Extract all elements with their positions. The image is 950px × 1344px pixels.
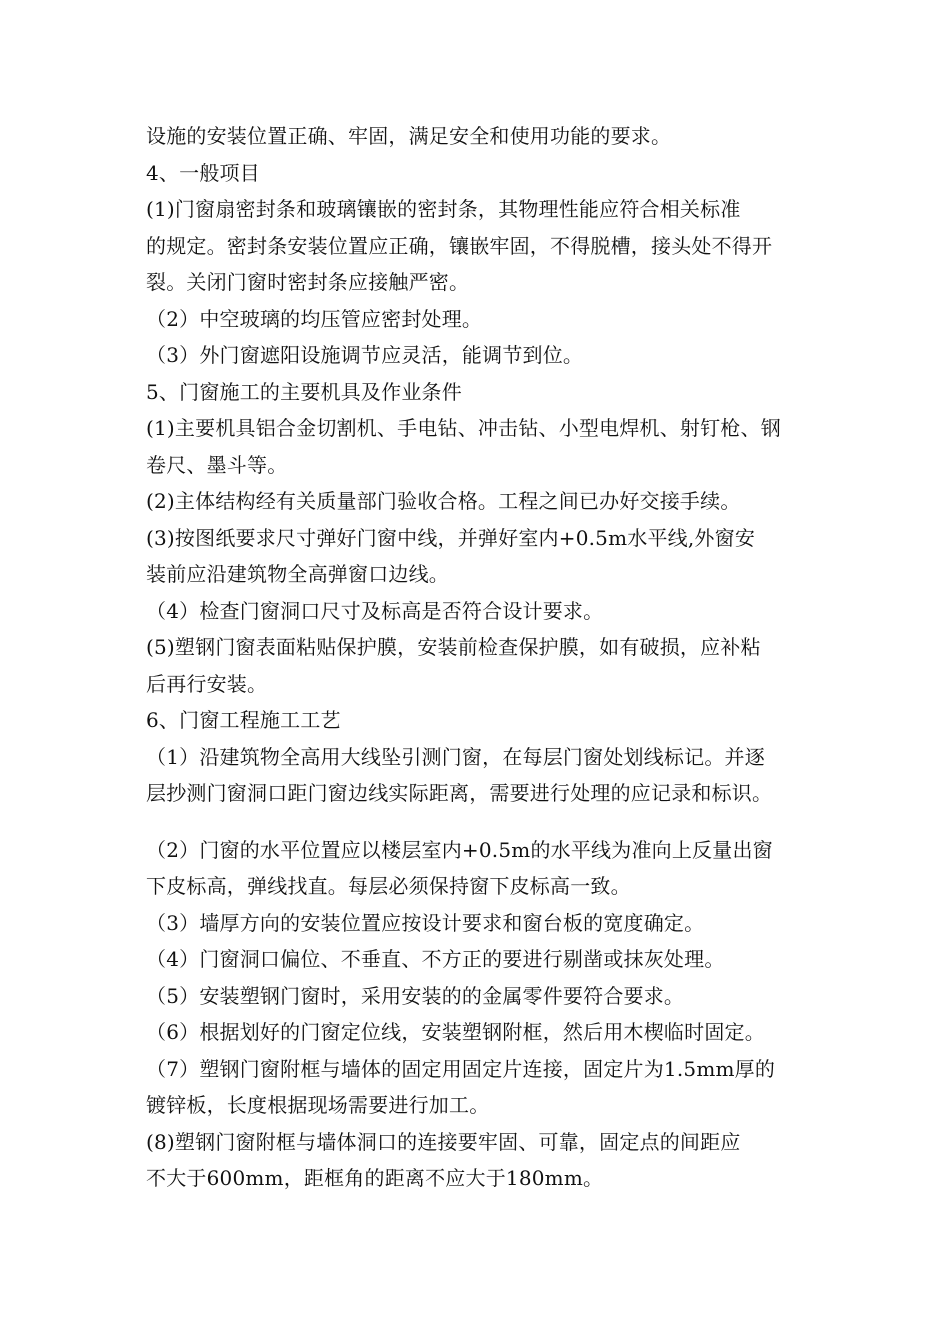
text-line: 设施的安装位置正确、牢固，满足安全和使用功能的要求。 xyxy=(146,124,672,148)
text-line: （3）墙厚方向的安装位置应按设计要求和窗台板的宽度确定。 xyxy=(146,910,705,935)
text-line: (3)按图纸要求尺寸弹好门窗中线，并弹好室内+0.5m水平线,外窗安 xyxy=(146,525,756,550)
text-line: (5)塑钢门窗表面粘贴保护膜，安装前检查保护膜，如有破损，应补粘 xyxy=(146,635,761,659)
text-line: （1）沿建筑物全高用大线坠引测门窗，在每层门窗处划线标记。并逐 xyxy=(146,744,765,769)
text-line: 后再行安装。 xyxy=(146,671,268,696)
paragraph-gap xyxy=(146,812,826,832)
text-line: （4）检查门窗洞口尺寸及标高是否符合设计要求。 xyxy=(146,598,604,623)
text-line: 镀锌板，长度根据现场需要进行加工。 xyxy=(146,1093,490,1117)
text-line: 装前应沿建筑物全高弹窗口边线。 xyxy=(146,562,449,586)
text-line: (8)塑钢门窗附框与墙体洞口的连接要牢固、可靠，固定点的间距应 xyxy=(146,1129,741,1154)
document-body xyxy=(146,118,826,1197)
text-line: 卷尺、墨斗等。 xyxy=(146,452,288,477)
text-line: (1)门窗扇密封条和玻璃镶嵌的密封条，其物理性能应符合相关标准 xyxy=(146,197,741,221)
text-line: 下皮标高，弹线找直。每层必须保持窗下皮标高一致。 xyxy=(146,874,631,898)
text-line: 不大于600mm，距框角的距离不应大于180mm。 xyxy=(146,1166,604,1190)
text-line: （5）安装塑钢门窗时，采用安装的的金属零件要符合要求。 xyxy=(146,983,685,1008)
text-line: 的规定。密封条安装位置应正确，镶嵌牢固，不得脱槽，接头处不得开 xyxy=(146,233,773,258)
section-heading: 5、门窗施工的主要机具及作业条件 xyxy=(146,379,462,404)
text-line: （2）门窗的水平位置应以楼层室内+0.5m的水平线为准向上反量出窗 xyxy=(146,837,773,862)
section-heading: 4、一般项目 xyxy=(146,160,260,185)
text-line: （2）中空玻璃的均压管应密封处理。 xyxy=(146,306,483,331)
text-line: （7）塑钢门窗附框与墙体的固定用固定片连接，固定片为1.5mm厚的 xyxy=(146,1056,776,1081)
text-line: (2)主体结构经有关质量部门验收合格。工程之间已办好交接手续。 xyxy=(146,489,741,513)
text-line: (1)主要机具铝合金切割机、手电钻、冲击钻、小型电焊机、射钉枪、钢 xyxy=(146,416,781,440)
text-line: （3）外门窗遮阳设施调节应灵活，能调节到位。 xyxy=(146,343,584,367)
text-line: 层抄测门窗洞口距门窗边线实际距离，需要进行处理的应记录和标识。 xyxy=(146,781,773,805)
section-heading: 6、门窗工程施工工艺 xyxy=(146,708,341,732)
text-line: （4）门窗洞口偏位、不垂直、不方正的要进行剔凿或抹灰处理。 xyxy=(146,947,725,971)
text-line: 裂。关闭门窗时密封条应接触严密。 xyxy=(146,270,470,294)
text-line: （6）根据划好的门窗定位线，安装塑钢附框，然后用木楔临时固定。 xyxy=(146,1020,765,1044)
